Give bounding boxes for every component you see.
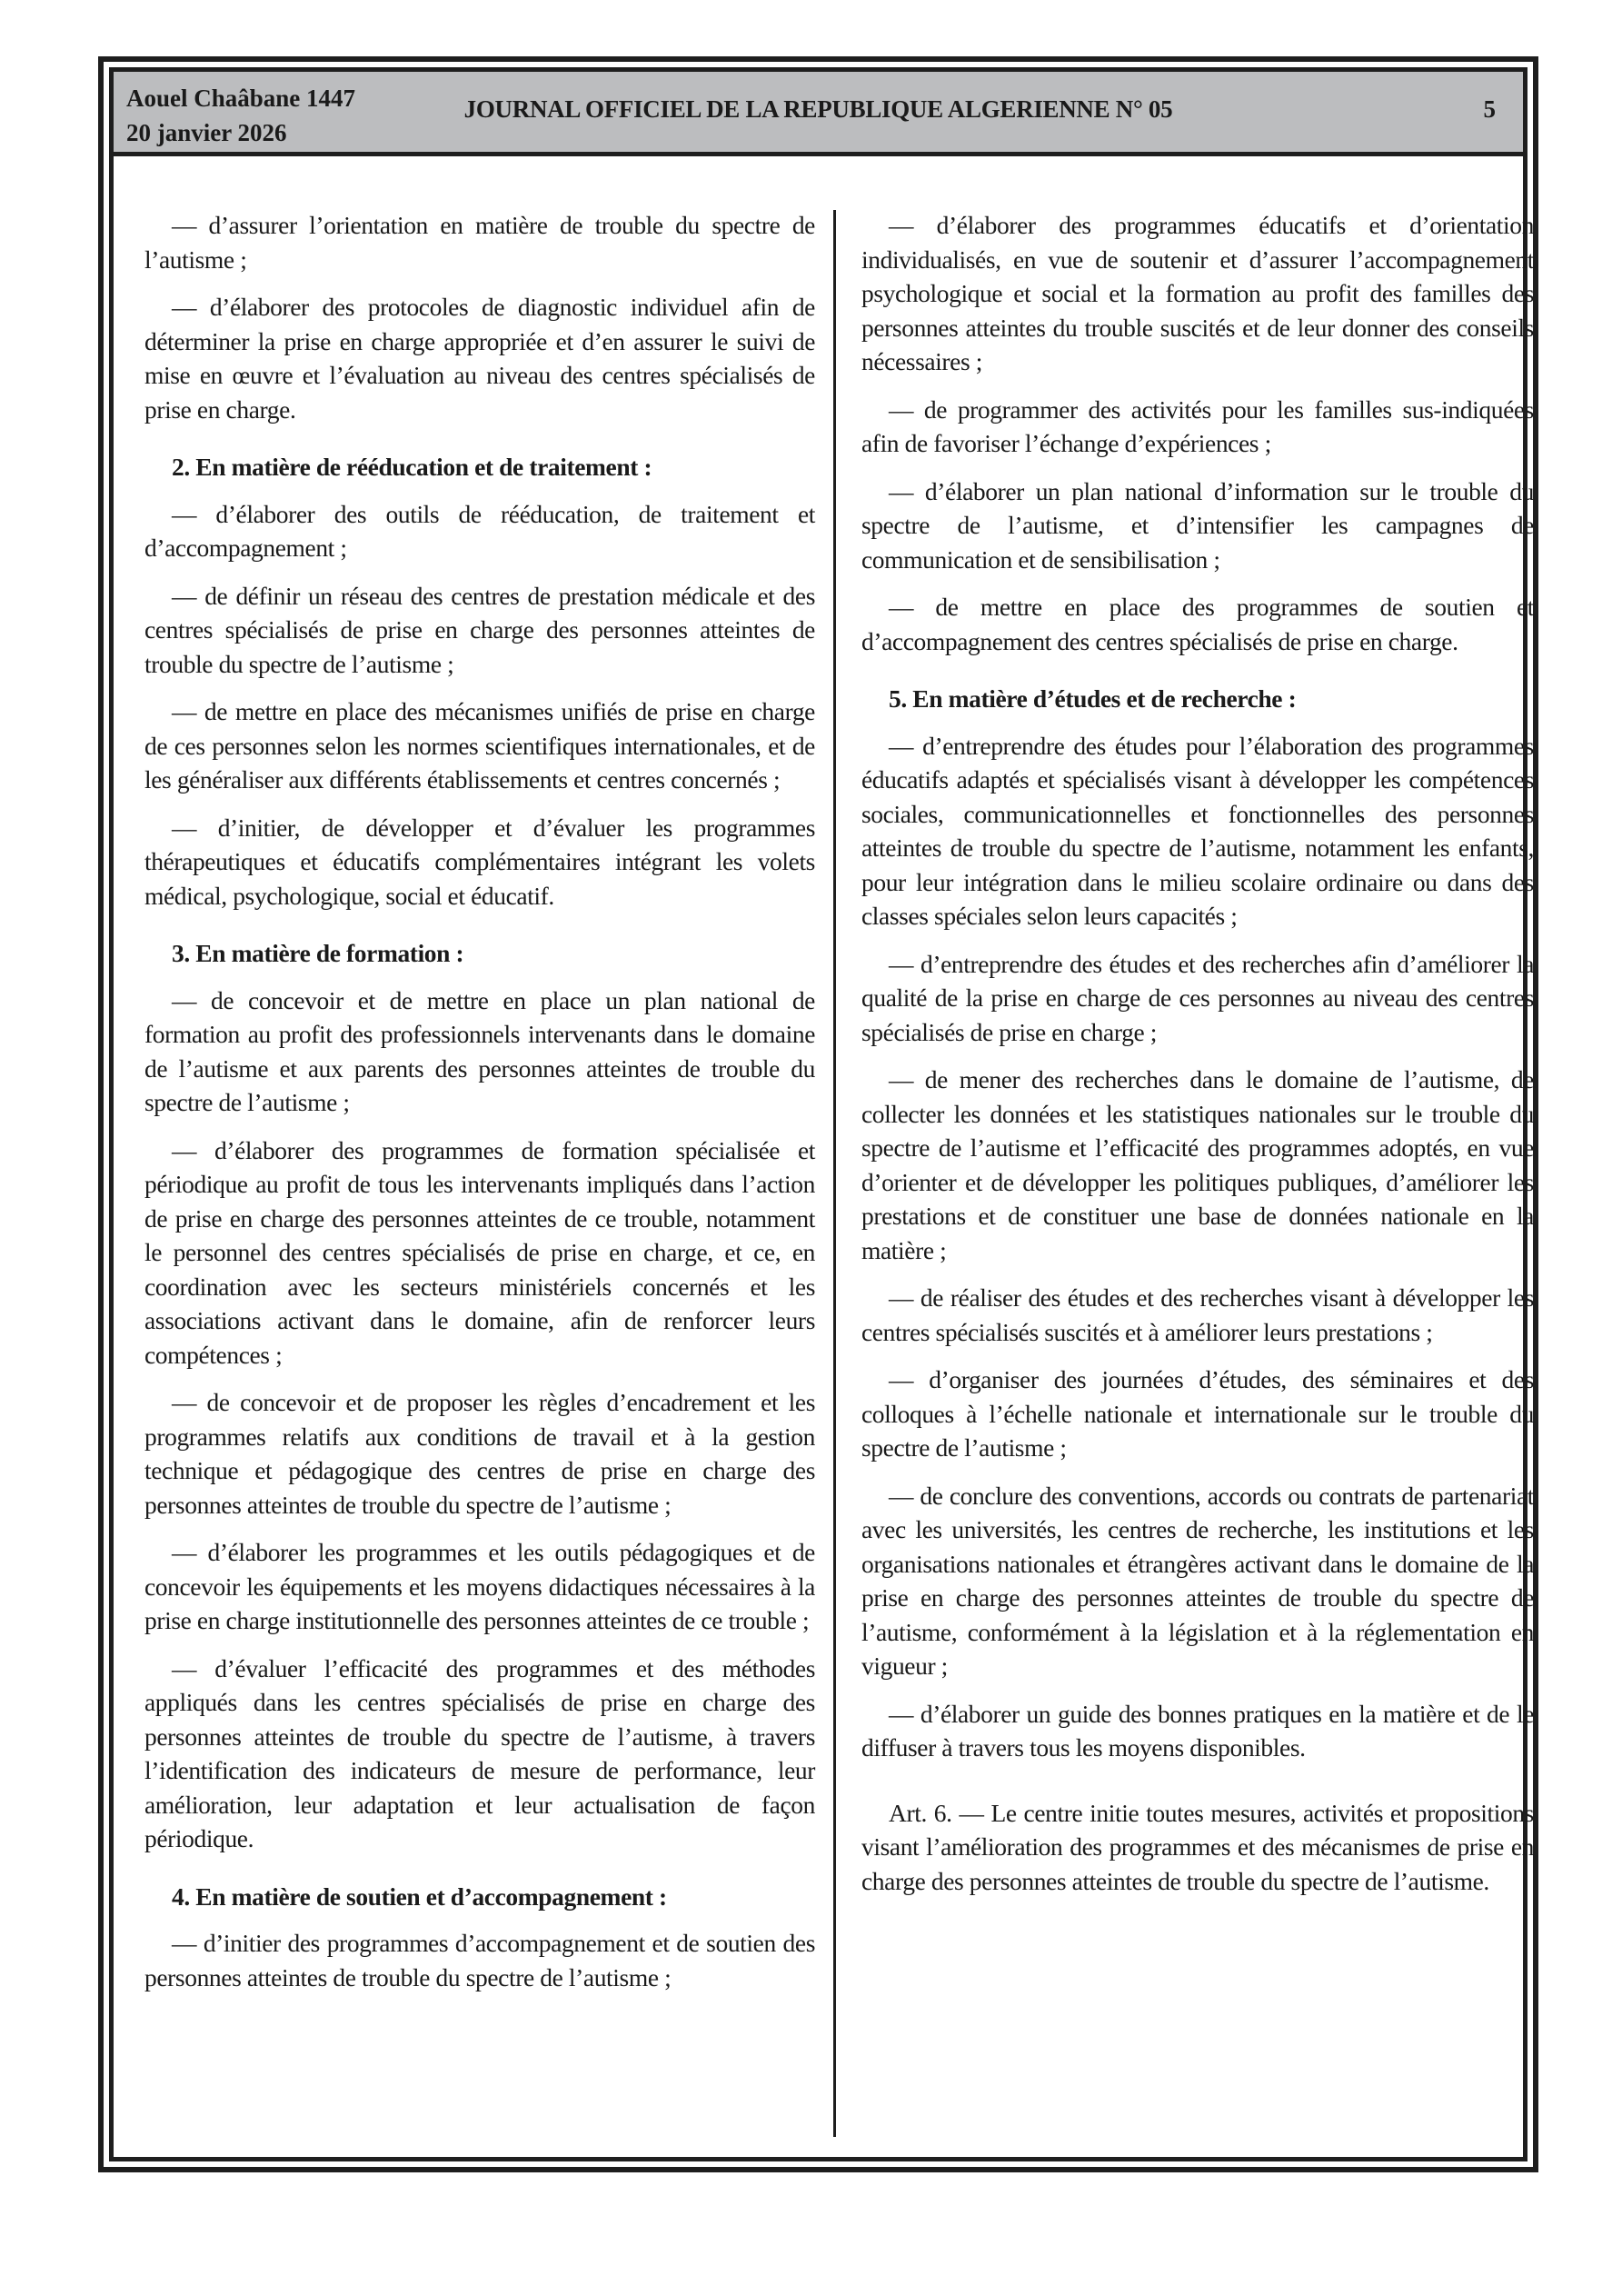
hijri-date: Aouel Chaâbane 1447	[126, 85, 356, 112]
column-divider	[833, 210, 836, 2137]
section-heading: 2. En matière de rééducation et de traitement :	[172, 453, 652, 481]
list-item: — d’élaborer un guide des bonnes pratiques en la matière et de le diffuser à travers tous les moyens disponibles.	[861, 1699, 1534, 1762]
section-heading: 5. En matière d’études et de recherche :	[889, 684, 1297, 713]
list-item: — d’organiser des journées d’études, des séminaires et des colloques à l’échelle nationale et internationale sur le trouble du spectre de l’autisme ;	[861, 1365, 1534, 1462]
list-item: — d’élaborer des outils de rééducation, de traitement et d’accompagnement ;	[144, 499, 815, 562]
list-item: — de mettre en place des mécanismes unifiés de prise en charge de ces personnes selon les normes scientifiques internationales, et de les généraliser aux différents établissements et centres concernés ;	[144, 697, 815, 794]
list-item: — d’élaborer des programmes de formation spécialisée et périodique au profit de tous les intervenants impliqués dans l’action de prise en charge des personnes atteintes de ce trouble, notamment le personnel des centres spécialisés de prise en charge, et ce, en coordination avec les secteurs ministériels concernés et les associations activant dans le domaine, afin de renforcer leurs compétences ;	[144, 1135, 815, 1369]
page-frame-inner	[109, 67, 1534, 2161]
list-item: — de concevoir et de mettre en place un plan national de formation au profit des professionnels intervenants dans le domaine de l’autisme et aux parents des personnes atteintes de trouble du spectre de l’autisme ;	[144, 985, 815, 1116]
list-item: — d’évaluer l’efficacité des programmes et des méthodes appliqués dans les centres spécialisés de prise en charge des personnes atteintes de trouble du spectre de l’autisme, à travers l’identification des indicateurs de mesure de performance, leur amélioration, leur adaptation et leur actualisation de façon périodique.	[144, 1653, 815, 1852]
list-item: — d’élaborer des protocoles de diagnostic individuel afin de déterminer la prise en charge appropriée et d’en assurer le suivi de mise en œuvre et l’évaluation au niveau des centres spécialisés de prise en charge.	[144, 293, 815, 424]
list-item: — de mener des recherches dans le domaine de l’autisme, de collecter les données et les statistiques nationales sur le trouble du spectre de l’autisme et l’efficacité des programmes adoptés, en vue d’orienter et de développer les politiques publiques, d’améliorer les prestations et de constituer une base de données nationale en la matière ;	[861, 1065, 1534, 1264]
page-header	[114, 72, 1523, 156]
page-frame	[98, 56, 1538, 2172]
list-item: — d’élaborer les programmes et les outils pédagogiques et de concevoir les équipements et les moyens didactiques nécessaires à la prise en charge institutionnelle des personnes atteintes de ce trouble ;	[144, 1538, 815, 1634]
journal-title: JOURNAL OFFICIEL DE LA REPUBLIQUE ALGERIENNE N° 05	[463, 95, 1173, 123]
list-item: — de définir un réseau des centres de prestation médicale et des centres spécialisés de prise en charge des personnes atteintes de trouble du spectre de l’autisme ;	[144, 581, 815, 678]
list-item: — d’initier des programmes d’accompagnement et de soutien des personnes atteintes de trouble du spectre de l’autisme ;	[144, 1929, 815, 1992]
list-item: — de mettre en place des programmes de soutien et d’accompagnement des centres spécialisés de prise en charge.	[861, 593, 1534, 655]
gregorian-date: 20 janvier 2026	[126, 119, 287, 146]
list-item: — d’initier, de développer et d’évaluer les programmes thérapeutiques et éducatifs complémentaires intégrant les volets médical, psychologique, social et éducatif.	[144, 813, 815, 910]
list-item: — de réaliser des études et des recherches visant à développer les centres spécialisés suscités et à améliorer leurs prestations ;	[861, 1283, 1534, 1346]
left-column	[144, 208, 815, 2008]
list-item: — de conclure des conventions, accords ou contrats de partenariat avec les universités, les centres de recherche, les institutions et les organisations nationales et étrangères activant dans le domaine de la prise en charge des personnes atteintes de trouble du spectre de l’autisme, conformément à la législation et à la réglementation en vigueur ;	[861, 1481, 1534, 1680]
list-item: — d’entreprendre des études pour l’élaboration des programmes éducatifs adaptés et spécialisés visant à développer les compétences sociales, communicationnelles et fonctionnelles des personnes atteintes de trouble du spectre de l’autisme, notamment les enfants, pour leur intégration dans le milieu scolaire ordinaire ou dans des classes spéciales selon leurs capacités ;	[861, 731, 1534, 930]
article-paragraph: Art. 6. — Le centre initie toutes mesures, activités et propositions visant l’amélioration des programmes et des mécanismes de prise en charge des personnes atteintes de trouble du spectre de l’autisme.	[861, 1798, 1534, 1895]
section-heading: 3. En matière de formation :	[172, 939, 464, 967]
list-item: — d’entreprendre des études et des recherches afin d’améliorer la qualité de la prise en charge de ces personnes au niveau des centres spécialisés de prise en charge ;	[861, 949, 1534, 1046]
page-number: 5	[1483, 95, 1496, 123]
list-item: — de programmer des activités pour les familles sus-indiquées afin de favoriser l’échange d’expériences ;	[861, 394, 1534, 457]
right-column	[861, 208, 1534, 1912]
section-heading: 4. En matière de soutien et d’accompagnement :	[172, 1882, 667, 1911]
list-item: — d’élaborer un plan national d’information sur le trouble du spectre de l’autisme, et d’intensifier les campagnes de communication et de sensibilisation ;	[861, 476, 1534, 574]
list-item: — d’élaborer des programmes éducatifs et d’orientation individualisés, en vue de soutenir et d’assurer l’accompagnement psychologique et social et la formation au profit des familles des personnes atteintes du trouble suscités et de leur donner des conseils nécessaires ;	[861, 211, 1534, 375]
list-item: — de concevoir et de proposer les règles d’encadrement et les programmes relatifs aux conditions de travail et à la gestion technique et pédagogique des centres de prise en charge des personnes atteintes de trouble du spectre de l’autisme ;	[144, 1388, 815, 1519]
list-item: — d’assurer l’orientation en matière de trouble du spectre de l’autisme ;	[144, 211, 815, 274]
